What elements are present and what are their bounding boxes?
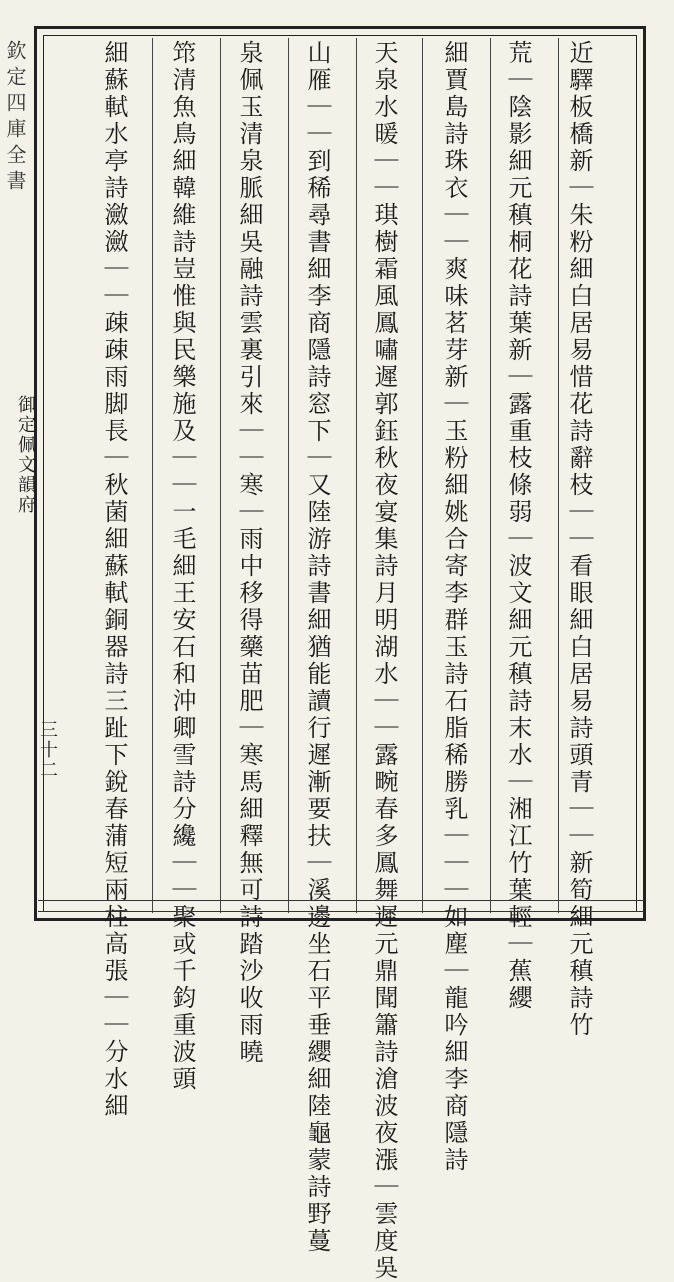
column-divider bbox=[422, 38, 423, 913]
column-divider bbox=[220, 38, 221, 913]
column-divider bbox=[356, 38, 357, 913]
text-column-2: 荒｜陰影細元稹桐花詩葉新｜露重枝條弱｜波文細元稹詩末水｜湘江竹葉輕｜蕉纓 bbox=[504, 40, 532, 1012]
bottom-border-band bbox=[38, 900, 644, 912]
book-label: 欽定四庫全書 bbox=[3, 40, 27, 196]
text-column-6: 泉佩玉清泉脈細吳融詩雲裏引來｜｜寒｜雨中移得藥苗肥｜寒馬細釋無可詩踏沙收雨曉 bbox=[235, 40, 263, 1066]
page-number: 三十二 bbox=[37, 720, 58, 780]
text-column-4: 天泉水暖｜｜琪樹霜風鳳嘯遲郭鈺秋夜宴集詩月明湖水｜｜露畹春多鳳舞遲元鼎聞簫詩滄波夜漲｜雲度吳 bbox=[370, 40, 398, 1282]
folio-title: 御定佩文韻府 bbox=[15, 395, 36, 515]
text-column-3: 細賈島詩珠衣｜｜爽味茗芽新｜玉粉細姚合寄李群玉詩石脂稀勝乳｜｜｜如塵｜龍吟細李商隱詩 bbox=[440, 40, 468, 1174]
column-divider bbox=[288, 38, 289, 913]
text-column-1: 近驛板橋新｜朱粉細白居易惜花詩辭枝｜｜看眼細白居易詩頭青｜｜新筍細元稹詩竹 bbox=[565, 40, 593, 1039]
text-column-5: 山雁｜｜到稀尋書細李商隱詩窓下｜又陸游詩書細猶能讀行遲漸要扶｜溪邊坐石平垂纓細陸龜蒙詩野蔓 bbox=[303, 40, 331, 1255]
column-divider bbox=[490, 38, 491, 913]
text-column-8: 細蘇軾水亭詩瀲瀲｜｜疎疎雨脚長｜秋菌細蘇軾銅器詩三趾下銳春蒲短兩柱高張｜｜分水細 bbox=[100, 40, 128, 1120]
column-divider bbox=[558, 38, 559, 913]
page-frame-inner bbox=[43, 35, 637, 912]
text-column-7: 筇清魚鳥細韓維詩豈惟與民樂施及｜｜一毛細王安石和沖卿雪詩分纔｜｜聚或千鈞重波頭 bbox=[168, 40, 196, 1093]
column-divider bbox=[152, 38, 153, 913]
